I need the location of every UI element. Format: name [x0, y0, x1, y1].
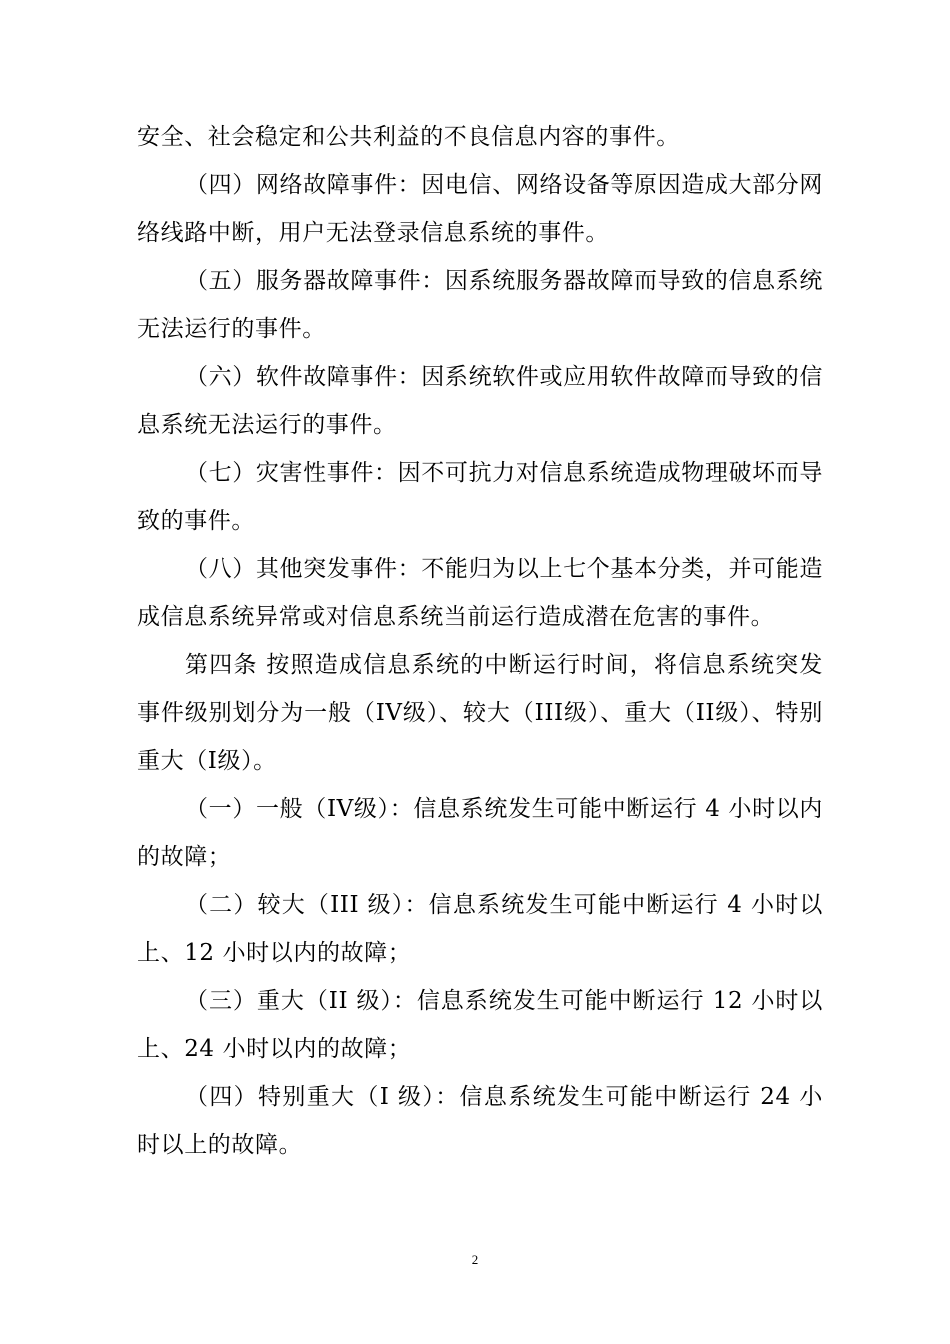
paragraph-disaster-event: （七）灾害性事件：因不可抗力对信息系统造成物理破坏而导致的事件。: [137, 460, 823, 534]
paragraph-article-four: 第四条 按照造成信息系统的中断运行时间，将信息系统突发事件级别划分为一般（IV级）、较大（III级）、重大（II级）、特别重大（I级）。: [137, 652, 823, 774]
page-number: 2: [471, 1252, 479, 1267]
body-text: [137, 113, 823, 1169]
paragraph-level-ii: （三）重大（II 级）：信息系统发生可能中断运行 12 小时以上、24 小时以内的故障；: [137, 988, 823, 1062]
paragraph-server-failure: （五）服务器故障事件：因系统服务器故障而导致的信息系统无法运行的事件。: [137, 268, 823, 342]
paragraph-other-event: （八）其他突发事件：不能归为以上七个基本分类，并可能造成信息系统异常或对信息系统当前运行造成潜在危害的事件。: [137, 556, 823, 630]
paragraph-network-failure: （四）网络故障事件：因电信、网络设备等原因造成大部分网络线路中断，用户无法登录信息系统的事件。: [137, 172, 823, 246]
paragraph-level-i: （四）特别重大（I 级）：信息系统发生可能中断运行 24 小时以上的故障。: [137, 1084, 823, 1158]
paragraph-continuation: 安全、社会稳定和公共利益的不良信息内容的事件。: [137, 124, 680, 150]
paragraph-software-failure: （六）软件故障事件：因系统软件或应用软件故障而导致的信息系统无法运行的事件。: [137, 364, 823, 438]
paragraph-level-iv: （一）一般（IV级）：信息系统发生可能中断运行 4 小时以内的故障；: [137, 796, 823, 870]
paragraph-level-iii: （二）较大（III 级）：信息系统发生可能中断运行 4 小时以上、12 小时以内的故障；: [137, 892, 823, 966]
